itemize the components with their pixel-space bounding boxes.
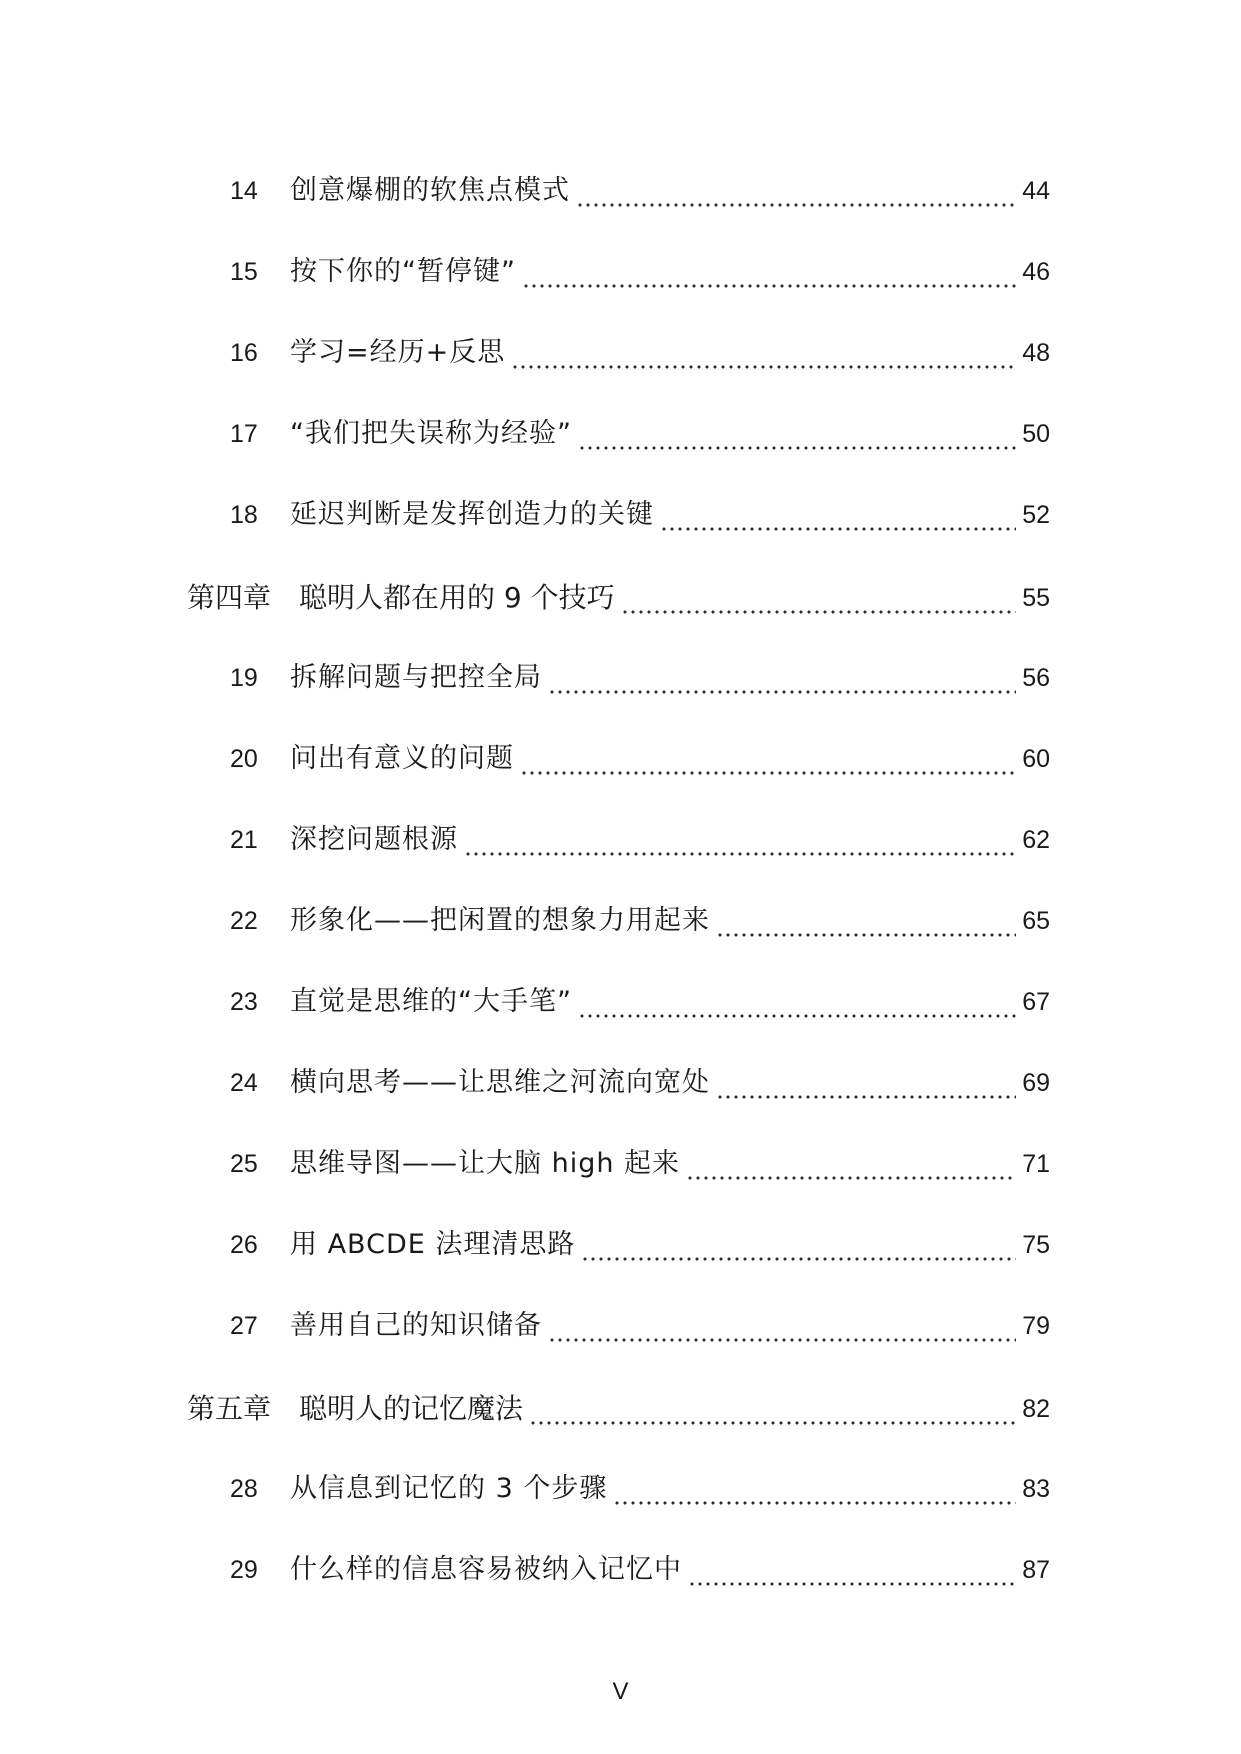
chapter-label: 第四章 [187, 581, 272, 614]
dot-leader [522, 247, 1016, 297]
dot-leader [686, 1139, 1016, 1189]
page-number: 87 [1022, 1556, 1050, 1584]
toc-entry[interactable] [0, 1139, 1241, 1189]
chapter-name: 聪明人的记忆魔法 [299, 1392, 524, 1425]
entry-title: 什么样的信息容易被纳入记忆中 [290, 1554, 682, 1585]
dot-leader [581, 1220, 1016, 1270]
page-number: 75 [1022, 1231, 1050, 1259]
page-number: 62 [1022, 826, 1050, 854]
dot-leader [716, 1058, 1016, 1108]
toc-entry[interactable] [0, 1058, 1241, 1108]
chapter-title [187, 1384, 523, 1434]
entry-number: 26 [230, 1231, 258, 1259]
dot-leader [613, 1464, 1016, 1514]
chapter-label: 第五章 [187, 1392, 272, 1425]
entry-title: 学习=经历+反思 [290, 337, 506, 368]
chapter-name: 聪明人都在用的 9 个技巧 [299, 581, 615, 614]
toc-chapter[interactable] [0, 1384, 1241, 1434]
entry-title: 深挖问题根源 [290, 824, 458, 855]
entry-number: 21 [230, 826, 258, 854]
entry-number: 16 [230, 339, 258, 367]
entry-number: 14 [230, 177, 258, 205]
toc-entry[interactable] [0, 1545, 1241, 1595]
page-number: 55 [1022, 584, 1050, 612]
entry-number: 25 [230, 1150, 258, 1178]
toc-entry[interactable] [0, 1301, 1241, 1351]
entry-title: 善用自己的知识储备 [290, 1310, 542, 1341]
page-number: 60 [1022, 745, 1050, 773]
toc-entry[interactable] [0, 896, 1241, 946]
toc-entry[interactable] [0, 166, 1241, 216]
entry-number: 24 [230, 1069, 258, 1097]
entry-number: 17 [230, 420, 258, 448]
entry-number: 28 [230, 1475, 258, 1503]
page-number: 71 [1022, 1150, 1050, 1178]
dot-leader [548, 653, 1016, 703]
toc-entry[interactable] [0, 328, 1241, 378]
page-number: 83 [1022, 1475, 1050, 1503]
toc-entry[interactable] [0, 977, 1241, 1027]
entry-title: 横向思考——让思维之河流向宽处 [290, 1067, 710, 1098]
entry-title: 用 ABCDE 法理清思路 [290, 1229, 576, 1260]
entry-number: 29 [230, 1556, 258, 1584]
entry-title: 拆解问题与把控全局 [290, 662, 542, 693]
entry-title: 延迟判断是发挥创造力的关键 [290, 499, 654, 530]
entry-number: 23 [230, 988, 258, 1016]
toc-entry[interactable] [0, 1220, 1241, 1270]
dot-leader [621, 573, 1017, 623]
chapter-title [187, 573, 615, 623]
entry-title: 按下你的“暂停键” [290, 256, 516, 287]
page-number: 44 [1022, 177, 1050, 205]
page-number: 56 [1022, 664, 1050, 692]
dot-leader [529, 1384, 1016, 1434]
entry-title: 从信息到记忆的 3 个步骤 [290, 1473, 608, 1504]
entry-number: 22 [230, 907, 258, 935]
entry-number: 27 [230, 1312, 258, 1340]
toc-chapter[interactable] [0, 573, 1241, 623]
dot-leader [520, 734, 1016, 784]
toc-entry[interactable] [0, 653, 1241, 703]
page-number: 48 [1022, 339, 1050, 367]
page-number: 82 [1022, 1395, 1050, 1423]
page-number: 50 [1022, 420, 1050, 448]
toc-entry[interactable] [0, 1464, 1241, 1514]
page-number: 67 [1022, 988, 1050, 1016]
dot-leader [511, 328, 1016, 378]
entry-number: 18 [230, 501, 258, 529]
dot-leader [660, 490, 1016, 540]
entry-title: 形象化——把闲置的想象力用起来 [290, 905, 710, 936]
toc-entry[interactable] [0, 247, 1241, 297]
page-footer-number: V [612, 1678, 629, 1705]
dot-leader [578, 977, 1016, 1027]
toc-entry[interactable] [0, 409, 1241, 459]
dot-leader [576, 166, 1016, 216]
toc-entry[interactable] [0, 815, 1241, 865]
entry-title: 创意爆棚的软焦点模式 [290, 175, 570, 206]
dot-leader [716, 896, 1016, 946]
toc-entry[interactable] [0, 734, 1241, 784]
page-number: 69 [1022, 1069, 1050, 1097]
entry-title: 直觉是思维的“大手笔” [290, 986, 572, 1017]
entry-title: 思维导图——让大脑 high 起来 [290, 1148, 681, 1179]
entry-title: “我们把失误称为经验” [290, 418, 572, 449]
entry-number: 15 [230, 258, 258, 286]
page-number: 52 [1022, 501, 1050, 529]
entry-number: 19 [230, 664, 258, 692]
dot-leader [688, 1545, 1016, 1595]
dot-leader [578, 409, 1016, 459]
entry-title: 问出有意义的问题 [290, 743, 514, 774]
dot-leader [548, 1301, 1016, 1351]
toc-entry[interactable] [0, 490, 1241, 540]
page-number: 79 [1022, 1312, 1050, 1340]
dot-leader [464, 815, 1016, 865]
page-number: 46 [1022, 258, 1050, 286]
entry-number: 20 [230, 745, 258, 773]
page-number: 65 [1022, 907, 1050, 935]
